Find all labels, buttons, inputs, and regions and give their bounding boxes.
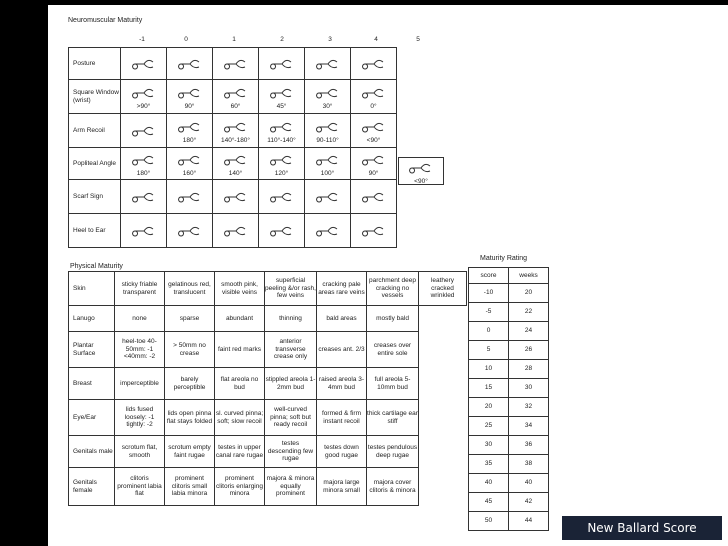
score-header-cell: 2 [280, 36, 284, 43]
physical-cell [419, 306, 467, 332]
maturity-rating-cell: 38 [509, 455, 549, 474]
maturity-rating-row [469, 398, 549, 417]
neuromuscular-cell [259, 214, 305, 248]
physical-cell: creases over entire sole [367, 332, 419, 368]
maturity-rating-header: weeks [509, 268, 549, 284]
maturity-rating-row [469, 417, 549, 436]
infant-pictogram-icon [269, 187, 295, 207]
neuromuscular-cell [167, 80, 213, 114]
neuromuscular-row [69, 80, 397, 114]
neuromuscular-row [69, 214, 397, 248]
neuromuscular-cell-value: 180° [136, 169, 151, 177]
infant-pictogram-icon [177, 54, 203, 74]
maturity-rating-row [469, 455, 549, 474]
physical-cell: formed & firm instant recoil [317, 400, 367, 436]
infant-pictogram-icon [361, 117, 387, 137]
score-header-cell: 5 [416, 36, 420, 43]
physical-row [69, 436, 467, 468]
maturity-rating-row [469, 474, 549, 493]
neuromuscular-cell-value: 100° [320, 169, 335, 177]
neuromuscular-cell [167, 48, 213, 80]
maturity-rating-row [469, 341, 549, 360]
physical-cell: heel-toe 40-50mm: -1 <40mm: -2 [115, 332, 165, 368]
neuromuscular-cell [121, 48, 167, 80]
physical-title: Physical Maturity [70, 263, 123, 270]
physical-cell: sparse [165, 306, 215, 332]
physical-cell: flat areola no bud [215, 368, 265, 400]
neuromuscular-cell-value: 110°-140° [267, 136, 296, 144]
maturity-rating-cell: 22 [509, 303, 549, 322]
infant-pictogram-icon [177, 150, 203, 170]
neuromuscular-row-label: Posture [69, 48, 121, 80]
neuromuscular-cell [121, 180, 167, 214]
physical-cell: barely perceptible [165, 368, 215, 400]
physical-cell [419, 468, 467, 506]
infant-pictogram-icon [177, 117, 203, 137]
maturity-rating-cell: 24 [509, 322, 549, 341]
physical-row-label: Skin [69, 272, 115, 306]
physical-cell: full areola 5-10mm bud [367, 368, 419, 400]
physical-cell: majora & minora equally prominent [265, 468, 317, 506]
maturity-rating-cell: 28 [509, 360, 549, 379]
physical-cell: lids fused loosely: -1 tightly: -2 [115, 400, 165, 436]
physical-cell: leathery cracked wrinkled [419, 272, 467, 306]
physical-cell: anterior transverse crease only [265, 332, 317, 368]
neuromuscular-cell [351, 114, 397, 148]
neuromuscular-row-label: Square Window (wrist) [69, 80, 121, 114]
infant-pictogram-icon [315, 54, 341, 74]
popliteal-extra-cell [398, 157, 444, 185]
physical-row-label: Genitals male [69, 436, 115, 468]
neuromuscular-cell [259, 148, 305, 180]
physical-cell [419, 368, 467, 400]
maturity-rating-cell: 34 [509, 417, 549, 436]
neuromuscular-cell [305, 148, 351, 180]
neuromuscular-cell [121, 214, 167, 248]
neuromuscular-cell [305, 214, 351, 248]
neuromuscular-title: Neuromuscular Maturity [68, 17, 143, 24]
infant-pictogram-icon [177, 221, 203, 241]
neuromuscular-cell-value: 140° [228, 169, 243, 177]
score-header-cell: 1 [232, 36, 236, 43]
maturity-rating-cell: 40 [469, 474, 509, 493]
maturity-rating-cell: 42 [509, 493, 549, 512]
maturity-rating-row [469, 512, 549, 531]
physical-cell: lids open pinna flat stays folded [165, 400, 215, 436]
neuromuscular-cell [121, 148, 167, 180]
maturity-rating-cell: 45 [469, 493, 509, 512]
physical-cell: parchment deep cracking no vessels [367, 272, 419, 306]
maturity-rating-cell: 0 [469, 322, 509, 341]
physical-cell: scrotum flat, smooth [115, 436, 165, 468]
maturity-rating-header: score [469, 268, 509, 284]
physical-row [69, 272, 467, 306]
neuromuscular-cell-value: 140°-180° [220, 136, 251, 144]
physical-cell: none [115, 306, 165, 332]
physical-row [69, 400, 467, 436]
maturity-rating-row [469, 493, 549, 512]
neuromuscular-cell-value: 45° [276, 102, 287, 110]
infant-pictogram-icon [361, 54, 387, 74]
ballard-score-sheet [48, 5, 728, 546]
score-header-cell: 3 [328, 36, 332, 43]
maturity-rating-row [469, 360, 549, 379]
neuromuscular-cell [213, 80, 259, 114]
infant-pictogram-icon [131, 83, 157, 103]
maturity-rating-row [469, 322, 549, 341]
infant-pictogram-icon [315, 221, 341, 241]
physical-row [69, 306, 467, 332]
infant-pictogram-icon [361, 83, 387, 103]
physical-cell: majora large minora small [317, 468, 367, 506]
infant-pictogram-icon [269, 117, 295, 137]
neuromuscular-cell [351, 48, 397, 80]
physical-cell: stippled areola 1-2mm bud [265, 368, 317, 400]
neuromuscular-cell-value: <90° [366, 136, 381, 144]
maturity-rating-cell: 40 [509, 474, 549, 493]
infant-pictogram-icon [223, 117, 249, 137]
physical-cell: imperceptible [115, 368, 165, 400]
neuromuscular-cell [167, 114, 213, 148]
neuromuscular-cell [167, 180, 213, 214]
neuromuscular-cell [167, 214, 213, 248]
maturity-rating-cell: 25 [469, 417, 509, 436]
neuromuscular-cell [213, 114, 259, 148]
maturity-rating-row [469, 436, 549, 455]
physical-table [68, 271, 467, 506]
maturity-rating-cell: 26 [509, 341, 549, 360]
neuromuscular-cell-value: 30° [322, 102, 333, 110]
maturity-rating-row [469, 284, 549, 303]
neuromuscular-cell-value: 90-110° [316, 136, 339, 144]
physical-row [69, 332, 467, 368]
maturity-rating-row [469, 379, 549, 398]
maturity-rating-cell: 50 [469, 512, 509, 531]
neuromuscular-cell-value: 90° [184, 102, 195, 110]
physical-cell [419, 436, 467, 468]
maturity-rating-header-row [469, 268, 549, 284]
neuromuscular-cell [305, 48, 351, 80]
neuromuscular-row [69, 180, 397, 214]
physical-cell: thick cartilage ear stiff [367, 400, 419, 436]
neuromuscular-cell [121, 80, 167, 114]
neuromuscular-cell [213, 214, 259, 248]
maturity-rating-cell: -5 [469, 303, 509, 322]
infant-pictogram-icon [223, 150, 249, 170]
physical-cell: raised areola 3-4mm bud [317, 368, 367, 400]
physical-cell: testes in upper canal rare rugae [215, 436, 265, 468]
score-header-cell: 0 [184, 36, 188, 43]
physical-cell: testes descending few rugae [265, 436, 317, 468]
neuromuscular-cell-value: 90° [368, 169, 379, 177]
neuromuscular-cell [121, 114, 167, 148]
infant-pictogram-icon [131, 150, 157, 170]
physical-cell: well-curved pinna; soft but ready recoil [265, 400, 317, 436]
physical-cell: creases ant. 2/3 [317, 332, 367, 368]
physical-cell: mostly bald [367, 306, 419, 332]
neuromuscular-cell [351, 214, 397, 248]
physical-cell: majora cover clitoris & minora [367, 468, 419, 506]
physical-cell: cracking pale areas rare veins [317, 272, 367, 306]
neuromuscular-cell [259, 114, 305, 148]
neuromuscular-table [68, 47, 397, 248]
neuromuscular-cell-value: 60° [230, 102, 241, 110]
maturity-rating-cell: -10 [469, 284, 509, 303]
physical-row-label: Lanugo [69, 306, 115, 332]
infant-pictogram-icon [177, 187, 203, 207]
physical-row-label: Eye/Ear [69, 400, 115, 436]
physical-row [69, 368, 467, 400]
score-header-cell: 4 [374, 36, 378, 43]
neuromuscular-cell [213, 48, 259, 80]
maturity-rating-cell: 20 [469, 398, 509, 417]
physical-row-label: Breast [69, 368, 115, 400]
neuromuscular-cell-value: 180° [182, 136, 197, 144]
caption: New Ballard Score [562, 516, 722, 540]
infant-pictogram-icon [315, 150, 341, 170]
infant-pictogram-icon [131, 221, 157, 241]
neuromuscular-cell [259, 180, 305, 214]
neuromuscular-cell [305, 114, 351, 148]
infant-pictogram-icon [223, 54, 249, 74]
physical-cell: smooth pink, visible veins [215, 272, 265, 306]
infant-pictogram-icon [361, 150, 387, 170]
maturity-rating-cell: 30 [469, 436, 509, 455]
physical-row-label: Genitals female [69, 468, 115, 506]
infant-pictogram-icon [269, 150, 295, 170]
infant-pictogram-icon [131, 187, 157, 207]
maturity-rating-table [468, 267, 549, 531]
infant-pictogram-icon [269, 83, 295, 103]
neuromuscular-row [69, 114, 397, 148]
physical-cell [419, 332, 467, 368]
physical-cell: gelatinous red, translucent [165, 272, 215, 306]
physical-cell: > 50mm no crease [165, 332, 215, 368]
neuromuscular-cell [213, 148, 259, 180]
maturity-rating-cell: 35 [469, 455, 509, 474]
neuromuscular-row-label: Heel to Ear [69, 214, 121, 248]
neuromuscular-cell [167, 148, 213, 180]
physical-cell: sticky friable transparent [115, 272, 165, 306]
neuromuscular-cell [351, 148, 397, 180]
infant-pictogram-icon [269, 54, 295, 74]
maturity-rating-cell: 20 [509, 284, 549, 303]
neuromuscular-row-label: Popliteal Angle [69, 148, 121, 180]
neuromuscular-cell [351, 180, 397, 214]
neuromuscular-row [69, 48, 397, 80]
infant-pictogram-icon [315, 117, 341, 137]
physical-cell: abundant [215, 306, 265, 332]
infant-pictogram-icon [131, 121, 157, 141]
maturity-rating-title: Maturity Rating [480, 255, 528, 262]
maturity-rating-cell: 15 [469, 379, 509, 398]
infant-pictogram-icon [177, 83, 203, 103]
infant-pictogram-icon [223, 187, 249, 207]
physical-cell: superficial peeling &/or rash, few veins [265, 272, 317, 306]
physical-cell: prominent clitoris small labia minora [165, 468, 215, 506]
neuromuscular-cell [351, 80, 397, 114]
infant-pictogram-icon [223, 83, 249, 103]
physical-row-label: Plantar Surface [69, 332, 115, 368]
popliteal-extra-value: <90° [414, 178, 428, 185]
physical-cell: thinning [265, 306, 317, 332]
physical-cell [419, 400, 467, 436]
physical-cell: bald areas [317, 306, 367, 332]
neuromuscular-row [69, 148, 397, 180]
infant-pictogram-icon [131, 54, 157, 74]
infant-pictogram-icon [315, 187, 341, 207]
maturity-rating-row [469, 303, 549, 322]
physical-cell: faint red marks [215, 332, 265, 368]
neuromuscular-row-label: Scarf Sign [69, 180, 121, 214]
neuromuscular-cell [259, 80, 305, 114]
neuromuscular-cell-value: 160° [182, 169, 197, 177]
maturity-rating-cell: 44 [509, 512, 549, 531]
infant-pictogram-icon [223, 221, 249, 241]
maturity-rating-cell: 10 [469, 360, 509, 379]
maturity-rating-cell: 36 [509, 436, 549, 455]
neuromuscular-cell-value: 120° [274, 169, 289, 177]
physical-row [69, 468, 467, 506]
physical-cell: sl. curved pinna; soft; slow recoil [215, 400, 265, 436]
physical-cell: testes pendulous deep rugae [367, 436, 419, 468]
infant-pictogram-icon [408, 158, 434, 178]
neuromuscular-cell-value: >90° [136, 102, 151, 110]
infant-pictogram-icon [269, 221, 295, 241]
neuromuscular-cell [305, 80, 351, 114]
maturity-rating-cell: 5 [469, 341, 509, 360]
maturity-rating-cell: 32 [509, 398, 549, 417]
neuromuscular-cell-value: 0° [370, 102, 377, 110]
physical-cell: testes down good rugae [317, 436, 367, 468]
infant-pictogram-icon [315, 83, 341, 103]
neuromuscular-cell [305, 180, 351, 214]
neuromuscular-cell [259, 48, 305, 80]
infant-pictogram-icon [361, 221, 387, 241]
physical-cell: prominent clitoris enlarging minora [215, 468, 265, 506]
infant-pictogram-icon [361, 187, 387, 207]
score-header-cell: -1 [139, 36, 145, 43]
physical-cell: scrotum empty faint rugae [165, 436, 215, 468]
maturity-rating-cell: 30 [509, 379, 549, 398]
physical-cell: clitoris prominent labia flat [115, 468, 165, 506]
neuromuscular-cell [213, 180, 259, 214]
neuromuscular-row-label: Arm Recoil [69, 114, 121, 148]
